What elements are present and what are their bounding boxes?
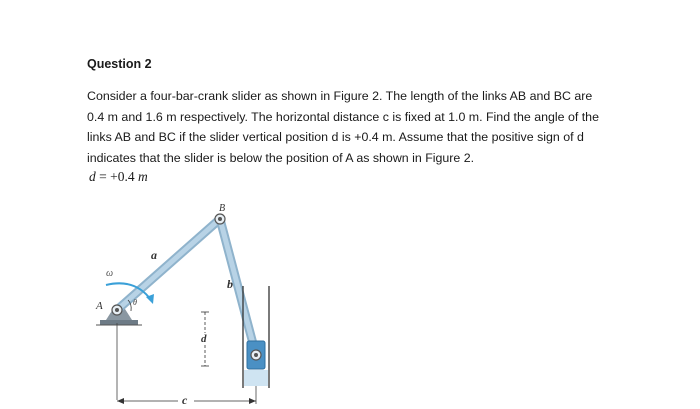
label-omega: ω <box>106 268 114 279</box>
question-heading: Question 2 <box>87 57 152 71</box>
paragraph-line: Consider a four-bar-crank slider as shown in Figure 2. The length of the links AB and BC are <box>87 89 593 103</box>
equation-unit: m <box>134 169 148 184</box>
label-A: A <box>96 300 103 312</box>
label-d: d <box>201 333 207 345</box>
label-b: b <box>227 277 233 291</box>
paragraph-line: indicates that the slider is below the position of A as shown in Figure 2. <box>87 150 475 165</box>
label-theta: θ <box>133 298 137 307</box>
label-a: a <box>151 248 157 262</box>
label-B: B <box>219 203 226 214</box>
label-c: c <box>182 393 188 407</box>
paragraph-line: links AB and BC if the slider vertical position d is +0.4 m. Assume that the positive sign of d <box>87 130 584 144</box>
paragraph-line: 0.4 m and 1.6 m respectively. The horizontal distance c is fixed at 1.0 m. Find the angle of the <box>87 109 599 124</box>
equation-variable: d <box>89 169 96 184</box>
equation-value: +0.4 <box>110 169 135 184</box>
equation-equals: = <box>95 169 111 184</box>
